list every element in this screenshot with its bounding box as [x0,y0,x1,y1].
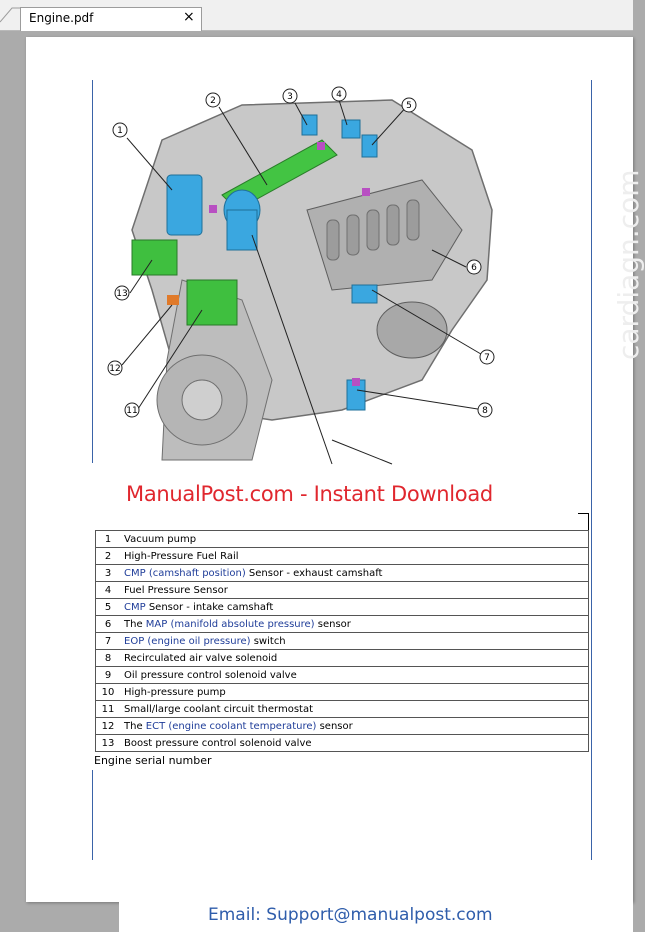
part-text-prefix: The [124,618,146,630]
callout-8 [478,403,492,417]
part-abbreviation-link[interactable]: ECT (engine coolant temperature) [145,720,317,732]
part-number: 7 [96,633,121,650]
watermark: cardiagn.com [612,169,645,360]
part-description [120,565,589,582]
table-row [96,531,589,548]
part-description [120,633,589,650]
callout-1 [113,123,127,137]
page-margin-line-left-bottom [92,770,93,860]
svg-text:1: 1 [117,126,123,136]
part-number: 6 [96,616,121,633]
promo-banner[interactable]: ManualPost.com - Instant Download [126,482,493,506]
table-row [96,633,589,650]
table-row [96,650,589,667]
callout-6 [467,260,481,274]
part-number: 9 [96,667,121,684]
part-text: Fuel Pressure Sensor [124,584,228,596]
part-number: 11 [96,701,121,718]
part-text: Oil pressure control solenoid valve [124,669,297,681]
part-text: High-pressure pump [124,686,226,698]
callout-4 [332,87,346,101]
part-description [120,667,589,684]
table-row [96,616,589,633]
callout-2 [206,93,220,107]
part-number: 10 [96,684,121,701]
part-text: Boost pressure control solenoid valve [124,737,312,749]
part-description [120,582,589,599]
table-corner-mark [578,513,589,531]
part-description [120,548,589,565]
part-text: sensor [316,720,353,732]
part-text: switch [250,635,286,647]
part-abbreviation-link[interactable]: MAP (manifold absolute pressure) [145,618,315,630]
svg-text:7: 7 [484,353,490,363]
part-description [120,531,589,548]
table-row [96,735,589,752]
part-number: 2 [96,548,121,565]
page-margin-line-right [591,80,592,860]
table-row [96,599,589,616]
svg-text:3: 3 [287,92,293,102]
table-row [96,582,589,599]
callout-11 [125,403,139,417]
part-number: 13 [96,735,121,752]
part-number: 3 [96,565,121,582]
svg-text:11: 11 [126,406,138,416]
svg-text:2: 2 [210,96,216,106]
part-number: 8 [96,650,121,667]
part-description [120,701,589,718]
table-row [96,667,589,684]
part-text: Vacuum pump [124,533,197,545]
email-link[interactable]: Email: Support@manualpost.com [208,905,493,925]
callout-3 [283,89,297,103]
svg-text:8: 8 [482,406,488,416]
callout-13 [115,286,129,300]
part-number: 4 [96,582,121,599]
part-text: Recirculated air valve solenoid [124,652,278,664]
tab-bar [0,0,633,31]
svg-text:4: 4 [336,90,342,100]
engine-diagram [92,80,500,464]
callout-5 [402,98,416,112]
callout-12 [108,361,122,375]
part-abbreviation-link[interactable]: EOP (engine oil pressure) [124,635,251,647]
part-text: Sensor - intake camshaft [145,601,274,613]
part-text: sensor [314,618,351,630]
parts-table [95,530,589,752]
part-description [120,599,589,616]
table-row [96,684,589,701]
part-description [120,735,589,752]
part-description [120,650,589,667]
part-text: High-Pressure Fuel Rail [124,550,239,562]
serial-caption: Engine serial number [94,754,212,767]
table-row [96,718,589,735]
svg-text:6: 6 [471,263,477,273]
svg-text:13: 13 [116,289,128,299]
part-text-prefix: The [124,720,146,732]
part-number: 5 [96,599,121,616]
close-icon[interactable]: × [183,9,195,25]
callout-7 [480,350,494,364]
table-row [96,565,589,582]
part-text: Sensor - exhaust camshaft [245,567,383,579]
part-abbreviation-link[interactable]: CMP [124,601,146,613]
part-description [120,718,589,735]
table-row [96,701,589,718]
svg-text:12: 12 [109,364,121,374]
part-description [120,684,589,701]
part-text: Small/large coolant circuit thermostat [124,703,314,715]
part-description [120,616,589,633]
tab-engine-pdf[interactable] [20,7,202,31]
svg-text:5: 5 [406,101,412,111]
part-number: 12 [96,718,121,735]
table-row [96,548,589,565]
part-number: 1 [96,531,121,548]
tab-title: Engine.pdf [29,11,94,25]
part-abbreviation-link[interactable]: CMP (camshaft position) [124,567,246,579]
